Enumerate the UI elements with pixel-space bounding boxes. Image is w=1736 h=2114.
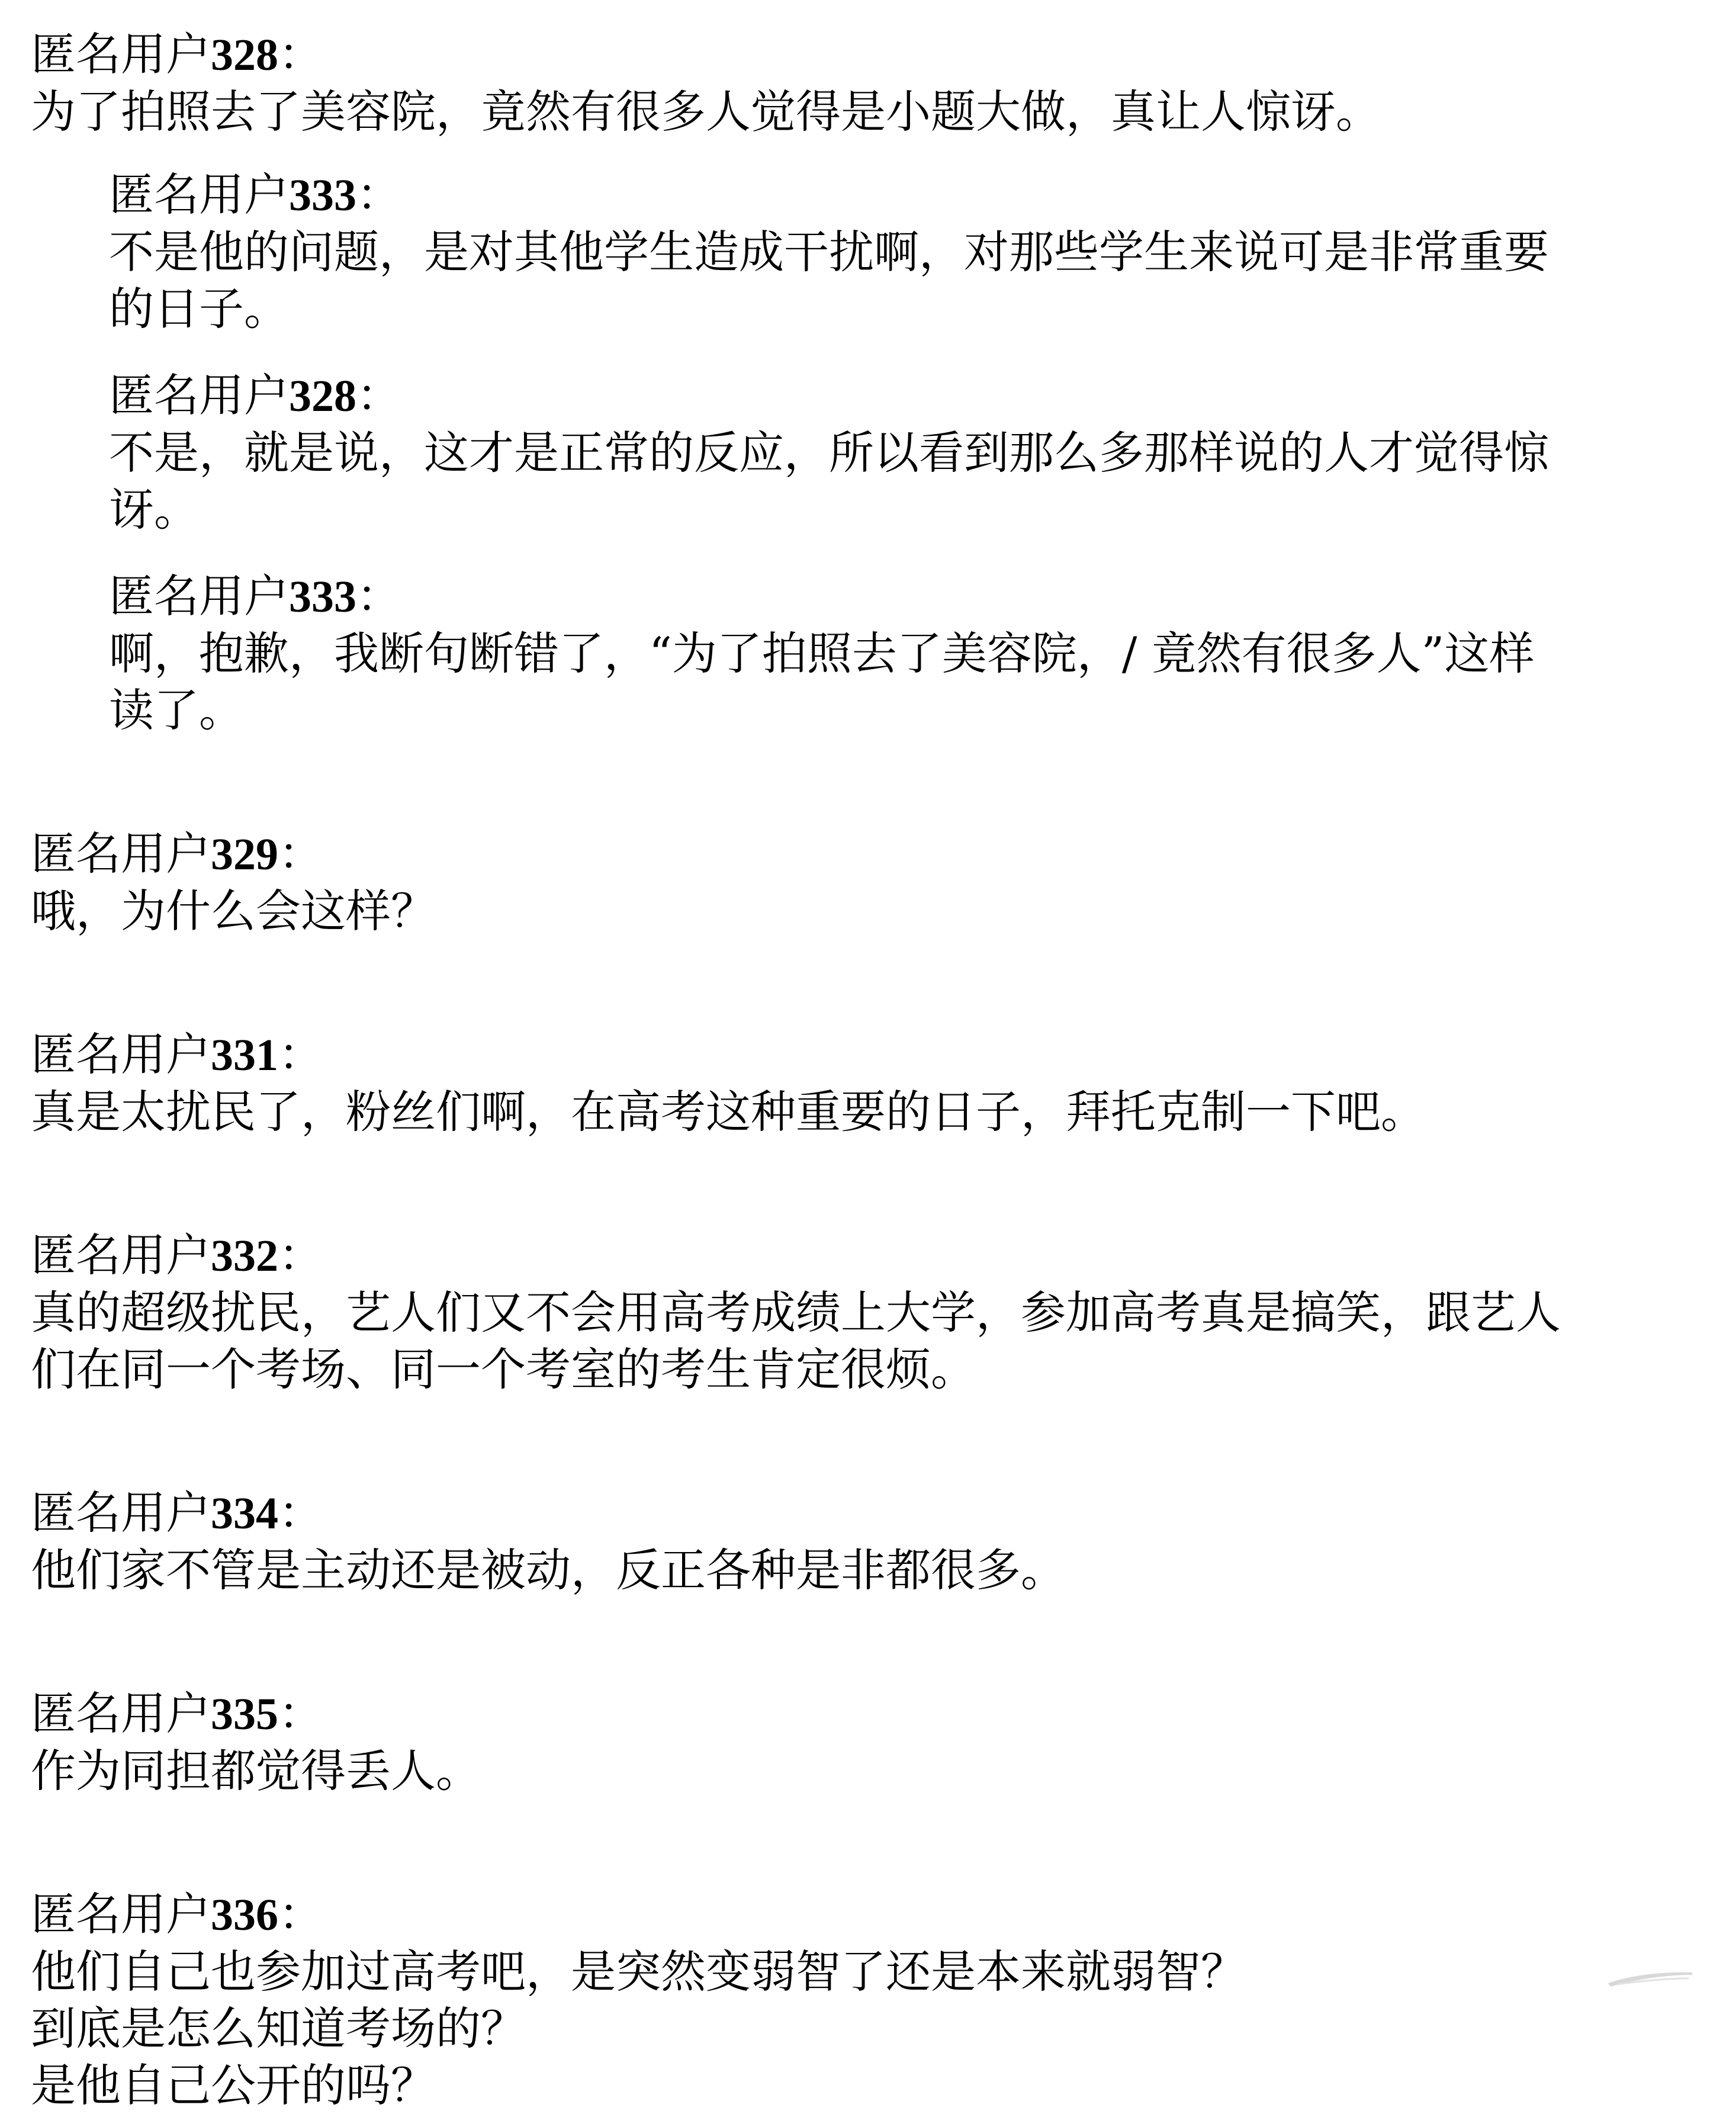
comment-username: 匿名用户333： bbox=[109, 168, 401, 221]
comment-line: 作为同担都觉得丢人。 bbox=[31, 1744, 481, 1797]
comment bbox=[31, 1026, 1706, 1140]
comment-username: 匿名用户334： bbox=[31, 1486, 323, 1539]
comment-line: 的日子。 bbox=[109, 282, 289, 335]
reply-comment bbox=[109, 367, 1706, 538]
comment-text bbox=[31, 1743, 1706, 1800]
comment-line: 他们家不管是主动还是被动，反正各种是非都很多。 bbox=[31, 1544, 1066, 1596]
comment-text bbox=[109, 425, 1706, 538]
comment-text bbox=[31, 883, 1706, 940]
comment bbox=[31, 1685, 1706, 1800]
comment-line: 们在同一个考场、同一个考室的考生肯定很烦。 bbox=[31, 1343, 976, 1396]
comment-username: 匿名用户332： bbox=[31, 1229, 323, 1281]
comment-username: 匿名用户335： bbox=[31, 1687, 323, 1740]
comment bbox=[31, 1886, 1706, 2114]
comment-username: 匿名用户329： bbox=[31, 827, 323, 880]
reply-comment bbox=[109, 568, 1706, 739]
comment-text bbox=[31, 1284, 1706, 1398]
comment-line: 真的超级扰民，艺人们又不会用高考成绩上大学，参加高考真是搞笑，跟艺人 bbox=[31, 1286, 1561, 1339]
comment bbox=[31, 26, 1706, 140]
comment bbox=[31, 1485, 1706, 1599]
comment-text bbox=[31, 1943, 1706, 2114]
comment-line: 真是太扰民了，粉丝们啊，在高考这种重要的日子，拜托克制一下吧。 bbox=[31, 1085, 1426, 1138]
comment bbox=[31, 1227, 1706, 1398]
comment-line: 为了拍照去了美容院，竟然有很多人觉得是小题大做，真让人惊讶。 bbox=[31, 85, 1381, 138]
comment bbox=[31, 825, 1706, 940]
comment-text bbox=[31, 83, 1706, 140]
comment-text bbox=[31, 1084, 1706, 1140]
comment-username: 匿名用户331： bbox=[31, 1028, 323, 1081]
comment-line: 他们自己也参加过高考吧，是突然变弱智了还是本来就弱智？ bbox=[31, 1945, 1246, 1998]
comment-thread bbox=[31, 26, 1706, 2114]
comment-text bbox=[109, 224, 1706, 338]
comment-username: 匿名用户328： bbox=[31, 28, 323, 81]
comment-line: 啊，抱歉，我断句断错了，“为了拍照去了美容院，/ 竟然有很多人”这样 bbox=[109, 627, 1535, 680]
comment-username: 匿名用户328： bbox=[109, 369, 401, 422]
comment-line: 不是，就是说，这才是正常的反应，所以看到那么多那样说的人才觉得惊 bbox=[109, 426, 1549, 479]
comment-line: 哦，为什么会这样？ bbox=[31, 885, 436, 937]
reply-comment bbox=[109, 166, 1706, 338]
comment-line: 读了。 bbox=[109, 684, 244, 737]
comment-line: 不是他的问题，是对其他学生造成干扰啊，对那些学生来说可是非常重要 bbox=[109, 226, 1549, 278]
comment-line: 是他自己公开的吗？ bbox=[31, 2059, 436, 2112]
watermark-icon bbox=[1606, 1963, 1695, 1989]
comment-line: 到底是怎么知道考场的？ bbox=[31, 2002, 526, 2055]
comment-username: 匿名用户333： bbox=[109, 570, 401, 622]
comment-line: 讶。 bbox=[109, 483, 199, 536]
comment-username: 匿名用户336： bbox=[31, 1888, 323, 1940]
comment-text bbox=[31, 1542, 1706, 1599]
comment-text bbox=[109, 625, 1706, 739]
